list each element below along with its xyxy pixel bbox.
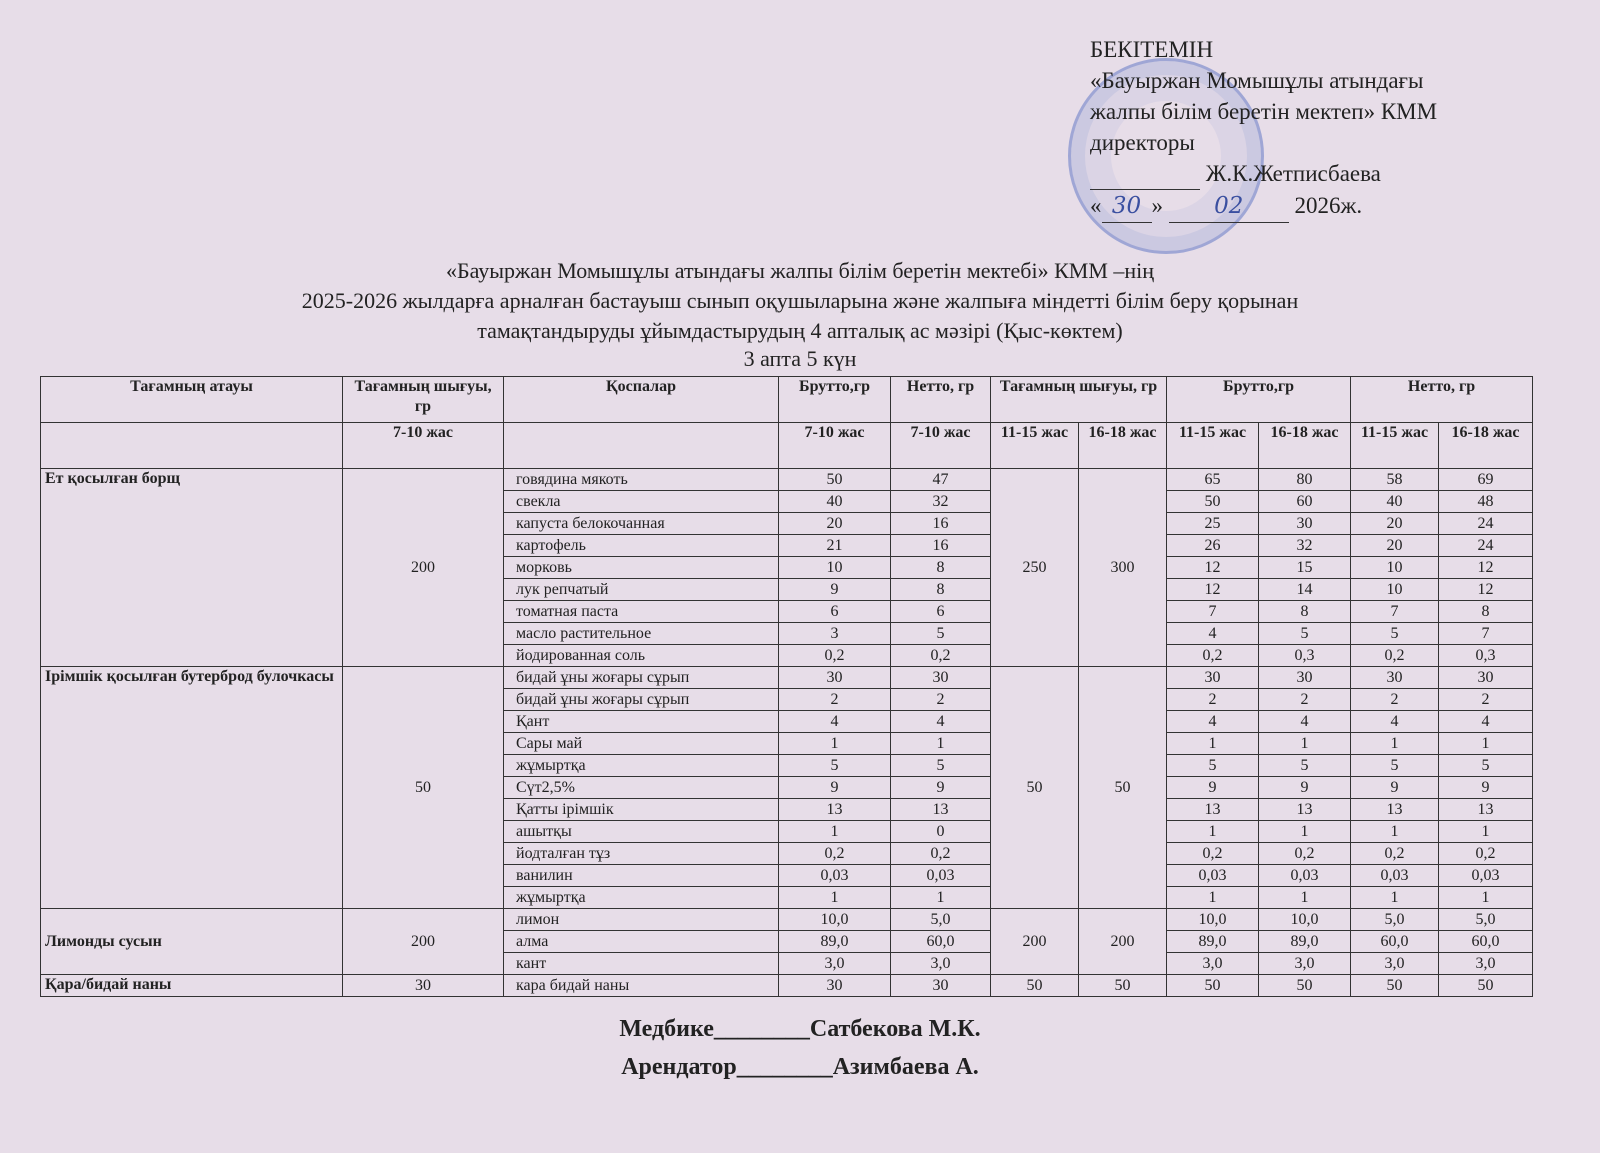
netto-7-10: 2 [891, 689, 991, 711]
ingredient-name: свекла [504, 491, 779, 513]
dish-name: Қара/бидай наны [41, 975, 343, 997]
brutto-11-15: 4 [1167, 711, 1259, 733]
brutto-7-10: 3,0 [779, 953, 891, 975]
ingredient-name: лимон [504, 909, 779, 931]
brutto-7-10: 50 [779, 469, 891, 491]
brutto-7-10: 2 [779, 689, 891, 711]
dish-yield-7-10: 50 [343, 667, 504, 909]
netto-11-15: 0,2 [1351, 645, 1439, 667]
nurse-label: Медбике [619, 1016, 714, 1042]
signer-name: Ж.К.Жетписбаева [1205, 161, 1381, 186]
brutto-11-15: 12 [1167, 557, 1259, 579]
header-brutto-older: Брутто,гр [1167, 377, 1351, 423]
brutto-11-15: 7 [1167, 601, 1259, 623]
netto-11-15: 40 [1351, 491, 1439, 513]
header-age: 7-10 жас [891, 423, 991, 469]
tenant-name: Азимбаева А. [832, 1054, 979, 1080]
approval-line: жалпы білім беретін мектеп» КММ [1090, 99, 1438, 124]
netto-11-15: 5 [1351, 623, 1439, 645]
netto-7-10: 0,2 [891, 645, 991, 667]
header-yield: Тағамның шығуы, гр [343, 377, 504, 423]
ingredient-name: Сары май [504, 733, 779, 755]
ingredient-name: бидай ұны жоғары сұрып [504, 667, 779, 689]
brutto-11-15: 0,2 [1167, 843, 1259, 865]
netto-16-18: 1 [1439, 733, 1533, 755]
brutto-16-18: 80 [1259, 469, 1351, 491]
ingredient-name: морковь [504, 557, 779, 579]
netto-16-18: 69 [1439, 469, 1533, 491]
title-line: «Бауыржан Момышұлы атындағы жалпы білім беретін мектебі» КММ –нің [445, 258, 1155, 283]
dish-yield-11-15: 50 [991, 667, 1079, 909]
netto-11-15: 20 [1351, 535, 1439, 557]
brutto-11-15: 10,0 [1167, 909, 1259, 931]
date-day: 30 [1102, 191, 1152, 223]
ingredient-name: лук репчатый [504, 579, 779, 601]
netto-11-15: 5 [1351, 755, 1439, 777]
ingredient-name: картофель [504, 535, 779, 557]
ingredient-name: алма [504, 931, 779, 953]
netto-16-18: 8 [1439, 601, 1533, 623]
brutto-16-18: 2 [1259, 689, 1351, 711]
netto-16-18: 60,0 [1439, 931, 1533, 953]
netto-7-10: 3,0 [891, 953, 991, 975]
brutto-7-10: 20 [779, 513, 891, 535]
brutto-16-18: 30 [1259, 513, 1351, 535]
netto-7-10: 0,03 [891, 865, 991, 887]
brutto-7-10: 30 [779, 667, 891, 689]
netto-7-10: 47 [891, 469, 991, 491]
brutto-16-18: 32 [1259, 535, 1351, 557]
netto-11-15: 50 [1351, 975, 1439, 997]
nurse-signature: Медбике________Сатбекова М.К. [619, 1016, 981, 1042]
menu-table [40, 376, 1533, 997]
approval-line: «Бауыржан Момышұлы атындағы [1090, 68, 1424, 93]
brutto-11-15: 3,0 [1167, 953, 1259, 975]
ingredient-name: жұмыртқа [504, 755, 779, 777]
header-age: 11-15 жас [991, 423, 1079, 469]
brutto-16-18: 9 [1259, 777, 1351, 799]
brutto-7-10: 5 [779, 755, 891, 777]
ingredient-name: Қатты ірімшік [504, 799, 779, 821]
brutto-16-18: 5 [1259, 623, 1351, 645]
netto-11-15: 2 [1351, 689, 1439, 711]
netto-11-15: 1 [1351, 733, 1439, 755]
netto-16-18: 5,0 [1439, 909, 1533, 931]
brutto-7-10: 89,0 [779, 931, 891, 953]
header-brutto: Брутто,гр [779, 377, 891, 423]
dish-yield-11-15: 250 [991, 469, 1079, 667]
netto-16-18: 24 [1439, 513, 1533, 535]
brutto-11-15: 50 [1167, 975, 1259, 997]
brutto-16-18: 10,0 [1259, 909, 1351, 931]
brutto-7-10: 9 [779, 777, 891, 799]
header-ingredients: Қоспалар [504, 377, 779, 423]
brutto-11-15: 25 [1167, 513, 1259, 535]
ingredient-name: масло растительное [504, 623, 779, 645]
brutto-11-15: 1 [1167, 733, 1259, 755]
header-age: 16-18 жас [1079, 423, 1167, 469]
nurse-name: Сатбекова М.К. [809, 1016, 981, 1042]
ingredient-name: капуста белокочанная [504, 513, 779, 535]
table-row [41, 469, 1533, 491]
header-dish-name: Тағамның атауы [41, 377, 343, 423]
brutto-7-10: 13 [779, 799, 891, 821]
approval-block [1090, 34, 1437, 223]
netto-16-18: 50 [1439, 975, 1533, 997]
dish-yield-7-10: 200 [343, 469, 504, 667]
brutto-11-15: 65 [1167, 469, 1259, 491]
netto-16-18: 48 [1439, 491, 1533, 513]
netto-11-15: 4 [1351, 711, 1439, 733]
ingredient-name: томатная паста [504, 601, 779, 623]
table-row [41, 909, 1533, 931]
netto-7-10: 16 [891, 513, 991, 535]
ingredient-name: ашытқы [504, 821, 779, 843]
brutto-11-15: 5 [1167, 755, 1259, 777]
brutto-16-18: 4 [1259, 711, 1351, 733]
brutto-11-15: 12 [1167, 579, 1259, 601]
table-row [41, 667, 1533, 689]
brutto-16-18: 0,3 [1259, 645, 1351, 667]
brutto-7-10: 10 [779, 557, 891, 579]
date-month: 02 [1169, 191, 1289, 223]
netto-7-10: 13 [891, 799, 991, 821]
netto-16-18: 2 [1439, 689, 1533, 711]
netto-7-10: 1 [891, 733, 991, 755]
netto-16-18: 0,03 [1439, 865, 1533, 887]
ingredient-name: бидай ұны жоғары сұрып [504, 689, 779, 711]
netto-7-10: 32 [891, 491, 991, 513]
ingredient-name: йодталған тұз [504, 843, 779, 865]
brutto-16-18: 1 [1259, 887, 1351, 909]
netto-11-15: 1 [1351, 887, 1439, 909]
brutto-16-18: 14 [1259, 579, 1351, 601]
netto-11-15: 30 [1351, 667, 1439, 689]
netto-16-18: 30 [1439, 667, 1533, 689]
brutto-16-18: 15 [1259, 557, 1351, 579]
netto-7-10: 5 [891, 623, 991, 645]
brutto-11-15: 50 [1167, 491, 1259, 513]
brutto-7-10: 1 [779, 733, 891, 755]
dish-yield-16-18: 200 [1079, 909, 1167, 975]
ingredient-name: кант [504, 953, 779, 975]
brutto-11-15: 30 [1167, 667, 1259, 689]
netto-16-18: 5 [1439, 755, 1533, 777]
brutto-11-15: 1 [1167, 887, 1259, 909]
netto-16-18: 0,2 [1439, 843, 1533, 865]
brutto-11-15: 0,2 [1167, 645, 1259, 667]
netto-16-18: 13 [1439, 799, 1533, 821]
netto-16-18: 7 [1439, 623, 1533, 645]
title-line: 2025-2026 жылдарға арналған бастауыш сынып оқушыларына және жалпыға міндетті білім беру қорынан [301, 288, 1299, 313]
brutto-7-10: 1 [779, 821, 891, 843]
brutto-11-15: 0,03 [1167, 865, 1259, 887]
brutto-7-10: 4 [779, 711, 891, 733]
table-row [41, 975, 1533, 997]
netto-16-18: 1 [1439, 887, 1533, 909]
header-netto-older: Нетто, гр [1351, 377, 1533, 423]
dish-name: Лимонды сусын [41, 909, 343, 975]
header-age: 11-15 жас [1167, 423, 1259, 469]
brutto-7-10: 6 [779, 601, 891, 623]
brutto-7-10: 30 [779, 975, 891, 997]
title-week-day: 3 апта 5 күн [743, 346, 857, 371]
header-age: 16-18 жас [1439, 423, 1533, 469]
dish-name: Ет қосылған борщ [41, 469, 343, 667]
header-age: 11-15 жас [1351, 423, 1439, 469]
netto-11-15: 10 [1351, 557, 1439, 579]
approval-signature-line [1090, 158, 1437, 190]
netto-11-15: 60,0 [1351, 931, 1439, 953]
brutto-16-18: 0,2 [1259, 843, 1351, 865]
header-netto: Нетто, гр [891, 377, 991, 423]
brutto-11-15: 1 [1167, 821, 1259, 843]
brutto-16-18: 1 [1259, 821, 1351, 843]
ingredient-name: жұмыртқа [504, 887, 779, 909]
header-age: 7-10 жас [343, 423, 504, 469]
approval-line: директоры [1090, 130, 1195, 155]
ingredient-name: Қант [504, 711, 779, 733]
netto-7-10: 8 [891, 579, 991, 601]
netto-11-15: 0,2 [1351, 843, 1439, 865]
netto-7-10: 6 [891, 601, 991, 623]
netto-16-18: 4 [1439, 711, 1533, 733]
brutto-7-10: 3 [779, 623, 891, 645]
brutto-16-18: 50 [1259, 975, 1351, 997]
brutto-7-10: 0,03 [779, 865, 891, 887]
netto-7-10: 1 [891, 887, 991, 909]
netto-11-15: 7 [1351, 601, 1439, 623]
brutto-16-18: 5 [1259, 755, 1351, 777]
brutto-7-10: 21 [779, 535, 891, 557]
netto-7-10: 8 [891, 557, 991, 579]
menu-table-body [41, 469, 1533, 997]
netto-16-18: 1 [1439, 821, 1533, 843]
netto-11-15: 20 [1351, 513, 1439, 535]
approval-date: « 30 » 02 2026ж. [1090, 190, 1437, 223]
brutto-16-18: 0,03 [1259, 865, 1351, 887]
brutto-7-10: 0,2 [779, 645, 891, 667]
netto-16-18: 12 [1439, 557, 1533, 579]
brutto-16-18: 89,0 [1259, 931, 1351, 953]
dish-yield-11-15: 50 [991, 975, 1079, 997]
brutto-11-15: 4 [1167, 623, 1259, 645]
brutto-7-10: 9 [779, 579, 891, 601]
netto-11-15: 1 [1351, 821, 1439, 843]
netto-11-15: 10 [1351, 579, 1439, 601]
netto-11-15: 3,0 [1351, 953, 1439, 975]
netto-11-15: 0,03 [1351, 865, 1439, 887]
brutto-16-18: 1 [1259, 733, 1351, 755]
netto-7-10: 60,0 [891, 931, 991, 953]
netto-11-15: 9 [1351, 777, 1439, 799]
dish-yield-7-10: 200 [343, 909, 504, 975]
brutto-11-15: 2 [1167, 689, 1259, 711]
ingredient-name: ванилин [504, 865, 779, 887]
header-age: 7-10 жас [779, 423, 891, 469]
document-title [0, 256, 1600, 372]
netto-7-10: 5 [891, 755, 991, 777]
netto-16-18: 0,3 [1439, 645, 1533, 667]
ingredient-name: йодированная соль [504, 645, 779, 667]
brutto-11-15: 9 [1167, 777, 1259, 799]
dish-yield-16-18: 50 [1079, 975, 1167, 997]
ingredient-name: говядина мякоть [504, 469, 779, 491]
netto-7-10: 30 [891, 975, 991, 997]
netto-7-10: 16 [891, 535, 991, 557]
brutto-16-18: 60 [1259, 491, 1351, 513]
dish-yield-16-18: 50 [1079, 667, 1167, 909]
netto-11-15: 5,0 [1351, 909, 1439, 931]
brutto-11-15: 26 [1167, 535, 1259, 557]
netto-7-10: 30 [891, 667, 991, 689]
brutto-7-10: 40 [779, 491, 891, 513]
netto-16-18: 3,0 [1439, 953, 1533, 975]
header-empty [41, 423, 343, 469]
brutto-11-15: 13 [1167, 799, 1259, 821]
dish-yield-16-18: 300 [1079, 469, 1167, 667]
netto-7-10: 4 [891, 711, 991, 733]
header-age: 16-18 жас [1259, 423, 1351, 469]
dish-name: Ірімшік қосылған бутерброд булочкасы [41, 667, 343, 909]
netto-7-10: 0 [891, 821, 991, 843]
netto-7-10: 0,2 [891, 843, 991, 865]
dish-yield-7-10: 30 [343, 975, 504, 997]
netto-7-10: 5,0 [891, 909, 991, 931]
netto-16-18: 24 [1439, 535, 1533, 557]
approval-heading: БЕКІТЕМІН [1090, 37, 1214, 62]
dish-yield-11-15: 200 [991, 909, 1079, 975]
header-empty [504, 423, 779, 469]
date-year: 2026ж. [1294, 193, 1363, 218]
brutto-11-15: 89,0 [1167, 931, 1259, 953]
netto-16-18: 12 [1439, 579, 1533, 601]
netto-16-18: 9 [1439, 777, 1533, 799]
tenant-signature: Арендатор________Азимбаева А. [621, 1054, 979, 1080]
brutto-16-18: 8 [1259, 601, 1351, 623]
ingredient-name: кара бидай наны [504, 975, 779, 997]
brutto-16-18: 30 [1259, 667, 1351, 689]
netto-7-10: 9 [891, 777, 991, 799]
ingredient-name: Сүт2,5% [504, 777, 779, 799]
tenant-label: Арендатор [621, 1054, 737, 1080]
brutto-16-18: 3,0 [1259, 953, 1351, 975]
brutto-7-10: 1 [779, 887, 891, 909]
brutto-7-10: 10,0 [779, 909, 891, 931]
header-yield-older: Тағамның шығуы, гр [991, 377, 1167, 423]
title-line: тамақтандыруды ұйымдастырудың 4 апталық ас мәзірі (Қыс-көктем) [477, 318, 1123, 343]
brutto-16-18: 13 [1259, 799, 1351, 821]
netto-11-15: 58 [1351, 469, 1439, 491]
brutto-7-10: 0,2 [779, 843, 891, 865]
netto-11-15: 13 [1351, 799, 1439, 821]
